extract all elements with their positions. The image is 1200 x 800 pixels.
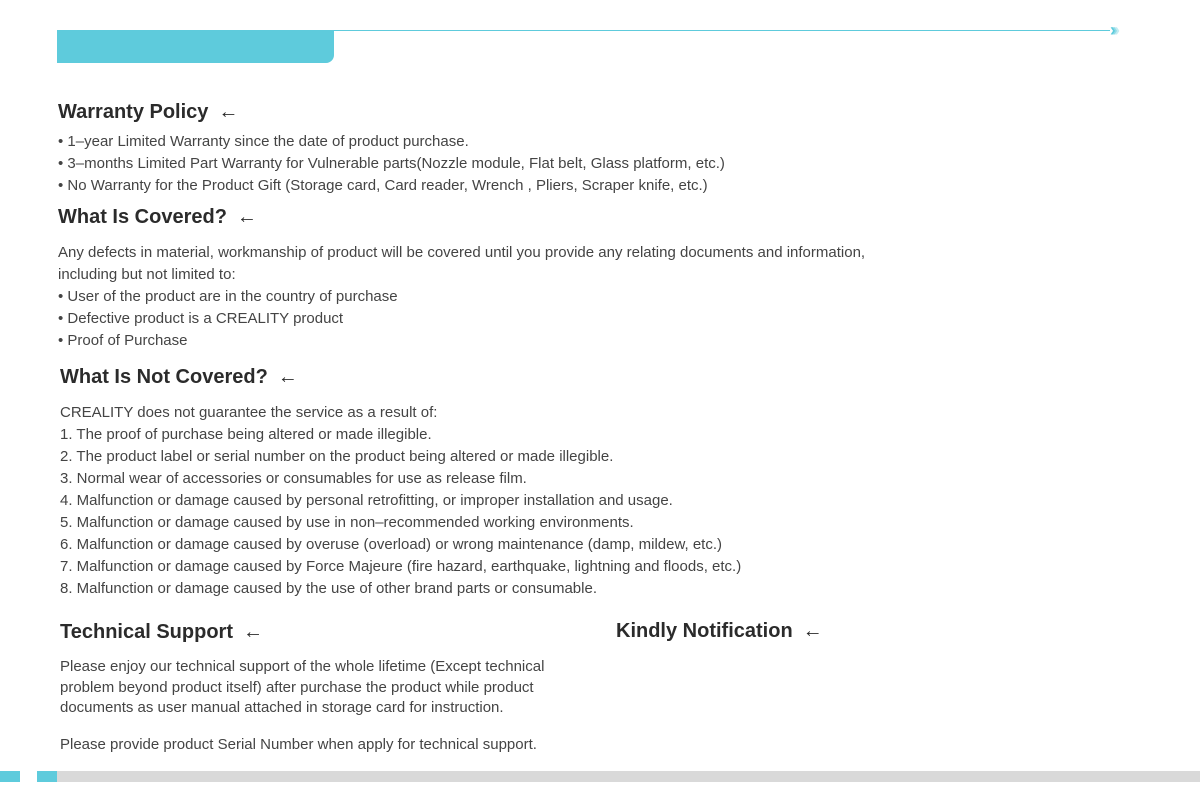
footer-bar (57, 771, 1200, 782)
list-item: 4. Malfunction or damage caused by personal retrofitting, or improper installation and usage. (60, 492, 673, 509)
tech-support-title: Technical Support (60, 621, 233, 643)
footer-accent-left (0, 771, 20, 782)
warranty-list (58, 131, 725, 197)
covered-intro-line: Any defects in material, workmanship of product will be covered until you provide any relating documents and information, (58, 244, 866, 261)
arrow-left-icon: ← (802, 620, 823, 642)
arrow-left-icon: ← (277, 366, 298, 388)
not-covered-title: What Is Not Covered? (60, 366, 268, 388)
list-item: 3. Normal wear of accessories or consumables for use as release film. (60, 470, 527, 487)
covered-body (58, 242, 865, 352)
list-item: 5. Malfunction or damage caused by use in non–recommended working environments. (60, 514, 634, 531)
list-item: • Defective product is a CREALITY product (58, 310, 344, 327)
list-item: • No Warranty for the Product Gift (Storage card, Card reader, Wrench , Pliers, Scraper knife, etc.) (58, 177, 708, 194)
tech-support-heading (60, 621, 263, 644)
list-item: • 1–year Limited Warranty since the date of product purchase. (58, 133, 469, 150)
tech-support-note: Please provide product Serial Number when apply for technical support. (60, 736, 537, 753)
covered-intro-line: including but not limited to: (58, 266, 236, 283)
kindly-heading (616, 620, 823, 643)
not-covered-intro: CREALITY does not guarantee the service as a result of: (60, 404, 438, 421)
covered-heading (58, 206, 257, 229)
list-item: 7. Malfunction or damage caused by Force Majeure (fire hazard, earthquake, lightning and floods, etc.) (60, 558, 742, 575)
tech-support-paragraph: Please enjoy our technical support of the whole lifetime (Except technical problem beyond product itself) after purchase the product while product documents as user manual attached in storage card for instruction. (60, 658, 545, 716)
arrow-left-icon: ← (218, 101, 239, 123)
list-item: • Proof of Purchase (58, 332, 188, 349)
list-item: 2. The product label or serial number on the product being altered or made illegible. (60, 448, 614, 465)
list-item: 8. Malfunction or damage caused by the use of other brand parts or consumable. (60, 580, 597, 597)
footer-accent-page (37, 771, 57, 782)
list-item: 1. The proof of purchase being altered or made illegible. (60, 426, 432, 443)
list-item: 6. Malfunction or damage caused by overuse (overload) or wrong maintenance (damp, mildew, etc.) (60, 536, 722, 553)
warranty-heading (58, 101, 238, 124)
list-item: • User of the product are in the country of purchase (58, 288, 398, 305)
arrow-left-icon: ← (242, 621, 263, 643)
covered-title: What Is Covered? (58, 206, 227, 228)
arrow-left-icon: ← (236, 206, 257, 228)
not-covered-body (60, 402, 741, 600)
warranty-title: Warranty Policy (58, 101, 209, 123)
list-item: • 3–months Limited Part Warranty for Vulnerable parts(Nozzle module, Flat belt, Glass platform, etc.) (58, 155, 725, 172)
chevrons-icon: ››› (1110, 20, 1116, 40)
kindly-title: Kindly Notification (616, 620, 793, 642)
header-tab (57, 31, 334, 63)
not-covered-heading (60, 366, 298, 389)
